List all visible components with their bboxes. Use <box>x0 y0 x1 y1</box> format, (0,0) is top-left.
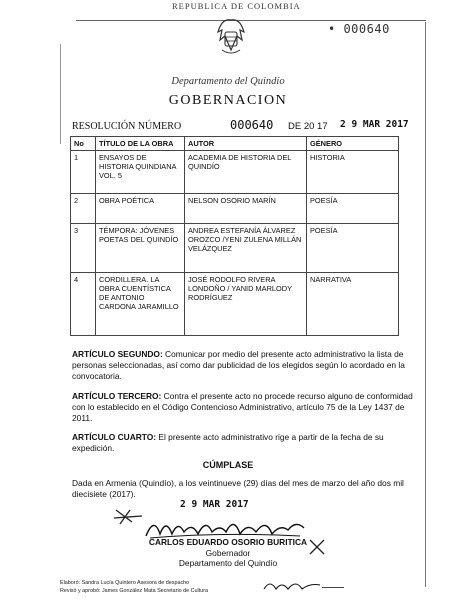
cell-author: ACADEMIA DE HISTORIA DEL QUINDÍO <box>185 151 307 194</box>
cell-no: 1 <box>71 151 96 194</box>
date-stamp: 2 9 MAR 2017 <box>180 499 249 510</box>
article-third <box>72 391 424 424</box>
cumplase-heading: CÚMPLASE <box>202 460 254 470</box>
header-author: AUTOR <box>185 137 307 151</box>
top-border <box>76 20 426 21</box>
coat-of-arms-icon <box>212 12 250 58</box>
cell-genre: NARRATIVA <box>307 273 399 336</box>
footer-dash <box>322 587 344 588</box>
resolution-date-stamp: 2 9 MAR 2017 <box>340 119 409 130</box>
header-title: TÍTULO DE LA OBRA <box>96 137 185 151</box>
article-second <box>72 349 424 382</box>
article-second-label: ARTÍCULO SEGUNDO: <box>72 349 163 359</box>
cell-title: OBRA POÉTICA <box>96 194 185 224</box>
reviewer-signature-icon <box>262 577 322 595</box>
republic-heading: REPUBLICA DE COLOMBIA <box>172 1 301 11</box>
cell-title: ENSAYOS DE HISTORIA QUINDIANA VOL. 5 <box>96 151 185 194</box>
cell-author: ANDREA ESTEFANÍA ÁLVAREZ OROZCO /YENI ZULENA MILLÁN VELÁZQUEZ <box>185 224 307 273</box>
department-heading: Departamento del Quindío <box>171 76 285 87</box>
cell-genre: POESÍA <box>307 224 399 273</box>
document-code: • 000640 <box>328 22 390 36</box>
article-third-text: Contra el presente acto no procede recurso alguno de conformidad con lo establecido en el Código Contencioso Administrativo, artículo 75 de la Ley 1437 de 2011. <box>72 391 413 423</box>
cell-genre: HISTORIA <box>307 151 399 194</box>
works-table <box>70 136 399 336</box>
table-row <box>71 151 399 194</box>
cell-author: NELSON OSORIO MARÍN <box>185 194 307 224</box>
signer-department: Departamento del Quindío <box>178 558 278 568</box>
de-label: DE 20 <box>288 121 315 132</box>
government-heading: GOBERNACION <box>168 93 288 108</box>
table-row <box>71 224 399 273</box>
header-genre: GÉNERO <box>307 137 399 151</box>
resolution-label: RESOLUCIÓN NÚMERO <box>72 121 182 132</box>
prepared-by: Elaboró: Sandra Lucía Quintero Asesora de despacho <box>60 580 190 586</box>
article-fourth <box>72 432 424 454</box>
resolution-number: 000640 <box>230 118 274 132</box>
table-row <box>71 273 399 336</box>
reviewed-by: Revisó y aprobó: James González Mata Secretario de Cultura <box>60 588 209 594</box>
article-third-label: ARTÍCULO TERCERO: <box>72 391 162 401</box>
table-header-row <box>71 137 399 151</box>
given-statement: Dada en Armenia (Quindío), a los veintinueve (29) días del mes de marzo del año dos mil diecisiete (2017). <box>72 478 404 499</box>
cell-no: 2 <box>71 194 96 224</box>
header-no: No <box>71 137 96 151</box>
article-fourth-text: El presente acto administrativo rige a partir de la fecha de su expedición. <box>72 432 384 453</box>
resolution-year-prefix <box>288 121 328 132</box>
cell-author: JOSÉ RODOLFO RIVERA LONDOÑO / YANID MARLODY RODRÍGUEZ <box>185 273 307 336</box>
signer-block <box>0 537 456 569</box>
article-fourth-label: ARTÍCULO CUARTO: <box>72 432 157 442</box>
signer-role: Gobernador <box>205 547 251 558</box>
cell-title: CORDILLERA. LA OBRA CUENTÍSTICA DE ANTONIO CARDONA JARAMILLO <box>96 273 185 336</box>
resolution-line <box>72 118 422 134</box>
signer-name: CARLOS EDUARDO OSORIO BURITICA <box>148 537 308 547</box>
article-second-text: Comunicar por medio del presente acto administrativo la lista de personas seleccionadas, así como dar publicidad de los elegidos según lo acordado en la convocatoria. <box>72 349 405 381</box>
cell-no: 4 <box>71 273 96 336</box>
cell-no: 3 <box>71 224 96 273</box>
cell-genre: POESÍA <box>307 194 399 224</box>
cell-title: TÉMPORA: JÓVENES POETAS DEL QUINDÍO <box>96 224 185 273</box>
table-row <box>71 194 399 224</box>
resolution-year: 17 <box>317 121 328 132</box>
